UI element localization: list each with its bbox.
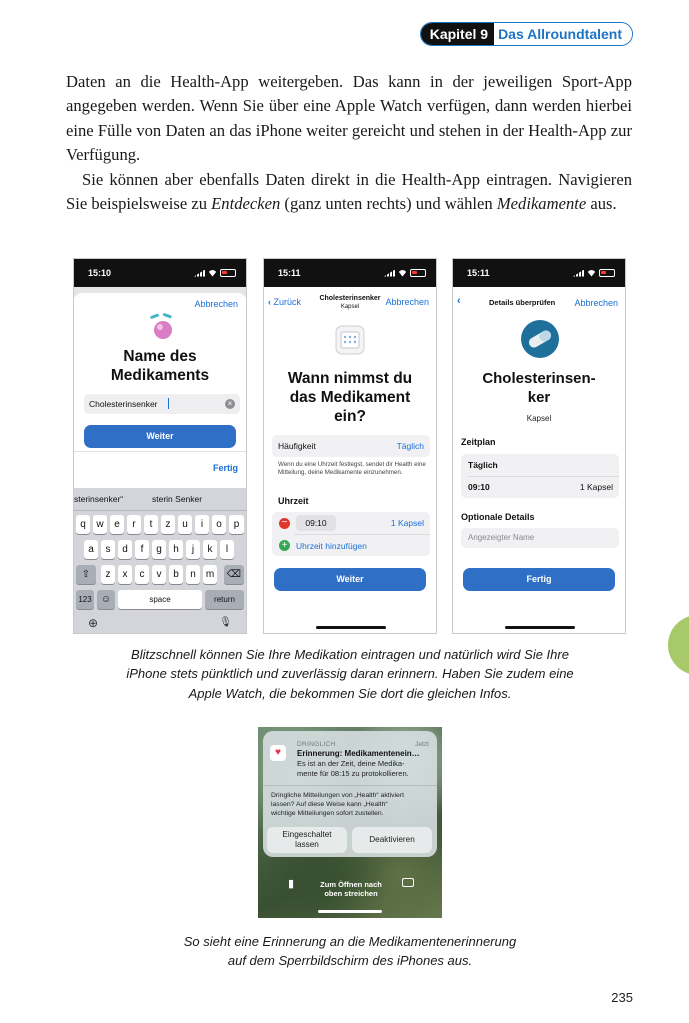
key-c[interactable]: c	[135, 565, 149, 584]
signal-icon	[194, 270, 205, 277]
medication-form: Kapsel	[526, 414, 552, 423]
time-card	[272, 512, 430, 556]
notification-text: Es ist an der Zeit, deine Medika- mente für 08:15 zu protokollieren.	[297, 759, 409, 778]
status-icons	[573, 269, 615, 277]
keyboard	[74, 488, 246, 634]
figure-caption-1: Blitzschnell können Sie Ihre Medikation eintragen und natürlich wird Sie Ihre iPhone stets pünktlich und zuverlässig daran erinnern. Haben Sie zudem eine Apple Watch, die bekommen Sie dort die gleichen Infos.	[126, 647, 574, 701]
keep-enabled-button[interactable]: Eingeschaltet lassen	[267, 827, 347, 853]
add-icon[interactable]: +	[279, 540, 290, 551]
remove-icon[interactable]: −	[279, 518, 290, 529]
cancel-button[interactable]: Abbrechen	[574, 298, 618, 308]
cancel-button[interactable]: Abbrechen	[385, 297, 429, 307]
key-e[interactable]: e	[110, 515, 124, 534]
status-time: 15:11	[467, 268, 490, 278]
key-x[interactable]: x	[118, 565, 132, 584]
status-bar	[264, 259, 436, 287]
schedule-time: 09:10	[468, 482, 490, 492]
lockscreen-screenshot	[258, 727, 442, 918]
camera-icon[interactable]	[402, 878, 414, 887]
cancel-button[interactable]: Abbrechen	[194, 299, 238, 309]
page-title: Wann nimmst du das Medikament ein?	[287, 370, 413, 425]
reminder-note: Wenn du eine Uhrzeit festlegst, sendet dir Health eine Mitteilung, deine Medikamente einzunehmen.	[278, 461, 426, 476]
signal-icon	[384, 270, 395, 277]
key-t[interactable]: t	[144, 515, 158, 534]
key-u[interactable]: u	[178, 515, 192, 534]
nav-title: Details überprüfen	[489, 298, 556, 307]
key-h[interactable]: h	[169, 540, 183, 559]
urgent-prompt: Dringliche Mitteilungen von „Health“ aktiviert lassen? Auf diese Weise kann „Health“ wichtige Mitteilungen sofort zustellen.	[271, 792, 404, 817]
schedule-title: Zeitplan	[461, 437, 496, 447]
wifi-icon	[587, 270, 596, 277]
key-k[interactable]: k	[203, 540, 217, 559]
key-p[interactable]: p	[229, 515, 244, 534]
chapter-header	[420, 22, 633, 46]
schedule-frequency: Täglich	[468, 460, 498, 470]
key-v[interactable]: v	[152, 565, 166, 584]
notification-time: Jetzt	[415, 741, 429, 748]
schedule-card	[461, 454, 619, 498]
key-w[interactable]: w	[93, 515, 107, 534]
done-button[interactable]: Fertig	[463, 568, 615, 591]
battery-icon	[410, 269, 426, 277]
key-a[interactable]: a	[84, 540, 98, 559]
chapter-title: Das Allroundtalent	[494, 23, 632, 45]
body-text	[66, 70, 632, 216]
key-f[interactable]: f	[135, 540, 149, 559]
key-i[interactable]: i	[195, 515, 209, 534]
key-n[interactable]: n	[186, 565, 200, 584]
swipe-hint: Zum Öffnen nach oben streichen	[320, 880, 382, 898]
clear-icon[interactable]: ×	[225, 399, 235, 409]
paragraph-2-part-b: (ganz unten rechts) und wählen	[280, 194, 497, 214]
next-button[interactable]: Weiter	[84, 425, 236, 448]
paragraph-2-part-c: aus.	[586, 194, 617, 214]
shift-key[interactable]: ⇧	[76, 565, 96, 584]
status-icons	[194, 269, 236, 277]
page-number: 235	[611, 990, 633, 1005]
key-g[interactable]: g	[152, 540, 166, 559]
next-button[interactable]: Weiter	[274, 568, 426, 591]
paragraph-2-part-a: Sie können aber ebenfalls Daten direkt in die Health-App eintragen. Navigieren Sie beispielsweise zu	[66, 169, 632, 214]
disable-button[interactable]: Deaktivieren	[352, 827, 432, 853]
time-picker[interactable]: 09:10	[296, 515, 336, 531]
frequency-row[interactable]: Häufigkeit Täglich	[272, 435, 430, 457]
emphasis-medikamente: Medikamente	[496, 194, 587, 214]
key-m[interactable]: m	[203, 565, 217, 584]
phone-screenshot-review	[452, 258, 626, 634]
key-z[interactable]: z	[161, 515, 175, 534]
globe-icon[interactable]: ⊕	[88, 616, 99, 630]
home-indicator	[505, 626, 575, 629]
flashlight-icon[interactable]: ▮	[288, 878, 295, 890]
figure-caption-2: So sieht eine Erinnerung an die Medikamentenerinnerung auf dem Sperrbildschirm des iPhones aus.	[183, 934, 517, 969]
key-z2[interactable]: z	[101, 565, 115, 584]
capsule-icon	[520, 319, 560, 359]
wifi-icon	[208, 270, 217, 277]
page-title: Name des Medikaments	[110, 348, 210, 384]
medication-name-input[interactable]: Cholesterinsenker ×	[84, 394, 240, 414]
health-app-icon: ♥	[270, 745, 286, 761]
emphasis-entdecken: Entdecken	[211, 194, 281, 214]
phone-screenshot-name	[73, 258, 247, 634]
status-time: 15:11	[278, 268, 301, 278]
status-bar	[74, 259, 246, 287]
time-section-title: Uhrzeit	[278, 496, 309, 506]
done-button[interactable]: Fertig	[212, 463, 238, 473]
display-name-input[interactable]: Angezeigter Name	[461, 528, 619, 548]
dose-value[interactable]: 1 Kapsel	[390, 518, 424, 528]
phone-screenshot-schedule	[263, 258, 437, 634]
key-b[interactable]: b	[169, 565, 183, 584]
urgent-tag: DRINGLICH	[297, 741, 336, 748]
suggestion-2[interactable]: sterin Senker	[152, 494, 203, 504]
microphone-icon[interactable]: 🎙	[219, 617, 232, 628]
text-cursor	[168, 398, 169, 409]
return-key[interactable]: return	[205, 590, 244, 609]
back-chevron-icon[interactable]: ‹	[457, 295, 461, 307]
battery-icon	[220, 269, 236, 277]
home-indicator	[316, 626, 386, 629]
key-r[interactable]: r	[127, 515, 141, 534]
battery-icon	[599, 269, 615, 277]
status-icons	[384, 269, 426, 277]
chevron-left-icon: ‹	[268, 297, 271, 307]
wifi-icon	[398, 270, 407, 277]
backspace-key[interactable]: ⌫	[224, 565, 244, 584]
emoji-icon[interactable]: ☺	[97, 590, 115, 609]
paragraph-2	[66, 168, 632, 217]
key-o[interactable]: o	[212, 515, 226, 534]
suggestion-1[interactable]: sterinsenker“	[74, 494, 124, 504]
status-bar	[453, 259, 625, 287]
key-d[interactable]: d	[118, 540, 132, 559]
chapter-number: Kapitel 9	[421, 23, 494, 45]
signal-icon	[573, 270, 584, 277]
back-button[interactable]: ‹ Zurück	[268, 297, 302, 307]
status-time: 15:10	[88, 268, 112, 278]
schedule-dose: 1 Kapsel	[579, 482, 613, 492]
key-s[interactable]: s	[101, 540, 115, 559]
paragraph-1: Daten an die Health-App weitergeben. Das kann in der jeweiligen Sport-App angegeben werden. Wenn Sie über eine Apple Watch verfügen, dann werden hierbei eine Fülle von Daten an das iPhone weiter gereicht und stehen in der Health-App zur Verfügung.	[66, 72, 632, 165]
nav-title: Cholesterinsenker Kapsel	[319, 295, 381, 310]
medication-title: Cholesterinsen- ker	[482, 370, 596, 406]
pill-icon	[146, 311, 178, 341]
home-indicator	[318, 910, 382, 913]
optional-details-title: Optionale Details	[461, 512, 535, 522]
notification-title: Erinnerung: Medikamentenein…	[297, 749, 420, 758]
chapter-tab-marker	[668, 615, 689, 675]
key-j[interactable]: j	[186, 540, 200, 559]
space-key[interactable]: space	[118, 590, 202, 609]
calendar-icon	[335, 325, 365, 355]
numbers-key[interactable]: 123	[76, 590, 94, 609]
key-q[interactable]: q	[76, 515, 90, 534]
key-l[interactable]: l	[220, 540, 234, 559]
add-time-button[interactable]: Uhrzeit hinzufügen	[296, 541, 367, 551]
